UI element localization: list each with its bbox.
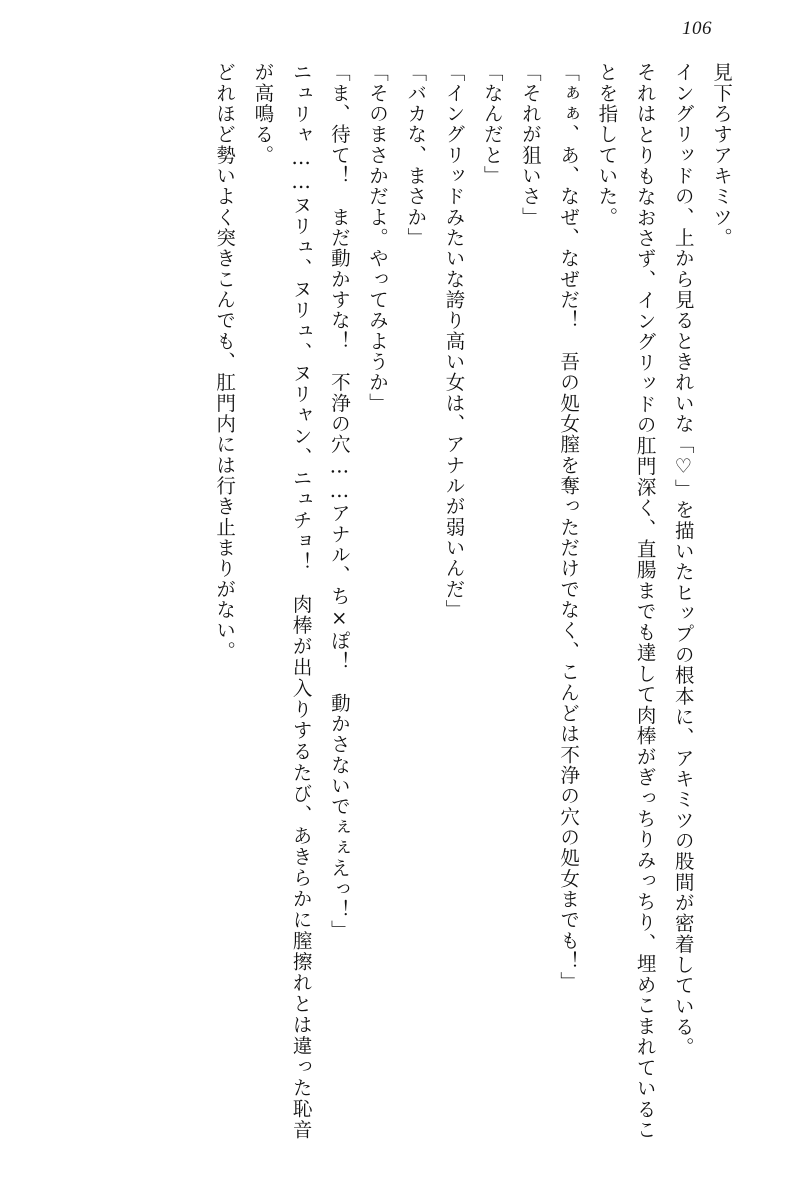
paragraph: 「それが狙いさ」 xyxy=(518,62,542,228)
paragraph: イングリッドの、上から見るときれいな「♡」を描いたヒップの根本に、アキミツの股間が密着している。 xyxy=(671,62,695,1058)
paragraph: 「バカな、まさか」 xyxy=(404,62,428,249)
paragraph: 「ま、待て！ まだ動かすな！ 不浄の穴……アナル、ち×ぽ！ 動かさないでぇぇえっ！」 xyxy=(327,62,351,941)
paragraph: ニュリャ……ヌリュ、ヌリュ、ヌリャン、ニュチョ！ 肉棒が出入りするたび、あきらかに膣擦れとは違った恥音が高鳴る。 xyxy=(251,62,313,1140)
paragraph: 「ぁぁ、あ、なぜ、なぜだ！ 吾の処女膣を奪っただけでなく、こんどは不浄の穴の処女までも！」 xyxy=(557,62,581,993)
paragraph: どれほど勢いよく突きこんでも、肛門内には行き止まりがない。 xyxy=(213,62,237,662)
paragraph: 「そのまさかだよ。やってみようか」 xyxy=(366,62,390,414)
page-body-text xyxy=(46,62,740,1140)
page-number: 106 xyxy=(682,18,712,39)
paragraph: 見下ろすアキミツ。 xyxy=(710,62,733,249)
paragraph: 「イングリッドみたいな誇り高い女は、アナルが弱いんだ」 xyxy=(442,62,466,621)
paragraph: 「なんだと」 xyxy=(480,62,504,187)
paragraph: それはとりもなおさず、イングリッドの肛門深く、直腸までも達して肉棒がぎっちりみっちり、埋めこまれていることを指していた。 xyxy=(595,62,657,1140)
